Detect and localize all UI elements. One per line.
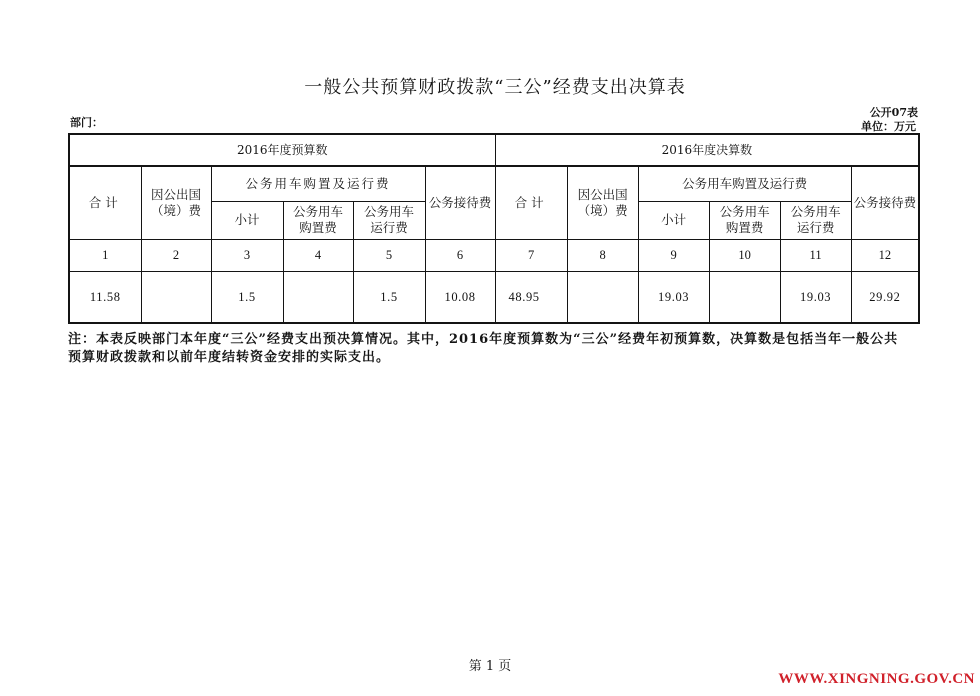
unit-label: 单位：万元 [861,120,916,133]
column-number: 3 [211,239,283,271]
page-number: 第 1 页 [468,659,512,674]
column-number: 8 [567,239,638,271]
form-number: 公开07表 [869,106,918,119]
site-watermark: WWW.XINGNING.GOV.CN [778,671,975,687]
budget-total-header: 合计 [69,166,141,239]
final-vehicle-purchase-header: 公务用车 购置费 [709,201,780,239]
budget-vehicle-purchase-header: 公务用车 购置费 [283,201,353,239]
department-label: 部门： [70,116,103,129]
column-number: 12 [851,239,919,271]
final-total-value: 48.95 [495,271,567,323]
column-number: 4 [283,239,353,271]
column-number: 11 [780,239,851,271]
table-note-line: 注：本表反映部门本年度“三公”经费支出预决算情况。其中，2016年度预算数为“三公”经费年初预算数，决算数是包括当年一般公共 [68,332,899,347]
final-vehicle-operation-value: 19.03 [780,271,851,323]
budget-total-value: 11.58 [69,271,141,323]
three-public-expenditure-table [68,133,920,324]
budget-reception-header: 公务接待费 [425,166,495,239]
budget-group-header: 2016年度预算数 [69,134,495,166]
final-vehicle-subtotal-value: 19.03 [638,271,709,323]
column-number: 9 [638,239,709,271]
budget-vehicle-operation-value: 1.5 [353,271,425,323]
final-total-header: 合计 [495,166,567,239]
column-number: 1 [69,239,141,271]
column-number: 7 [495,239,567,271]
final-group-header: 2016年度决算数 [495,134,919,166]
budget-vehicle-subtotal-header: 小计 [211,201,283,239]
budget-vehicle-subtotal-value: 1.5 [211,271,283,323]
final-abroad-value [567,271,638,323]
budget-vehicle-operation-header: 公务用车 运行费 [353,201,425,239]
budget-reception-value: 10.08 [425,271,495,323]
budget-abroad-value [141,271,211,323]
column-number: 2 [141,239,211,271]
budget-abroad-header: 因公出国 （境）费 [141,166,211,239]
final-vehicle-operation-header: 公务用车 运行费 [780,201,851,239]
table-note-line: 预算财政拨款和以前年度结转资金安排的实际支出。 [68,350,391,365]
budget-vehicle-purchase-value [283,271,353,323]
column-number: 6 [425,239,495,271]
final-vehicle-header: 公务用车购置及运行费 [638,166,851,201]
final-reception-value: 29.92 [851,271,919,323]
budget-vehicle-header: 公务用车购置及运行费 [211,166,425,201]
column-number: 5 [353,239,425,271]
final-reception-header: 公务接待费 [851,166,919,239]
final-vehicle-purchase-value [709,271,780,323]
final-abroad-header: 因公出国 （境）费 [567,166,638,239]
document-title: 一般公共预算财政拨款“三公”经费支出决算表 [304,77,686,98]
final-vehicle-subtotal-header: 小计 [638,201,709,239]
column-number: 10 [709,239,780,271]
